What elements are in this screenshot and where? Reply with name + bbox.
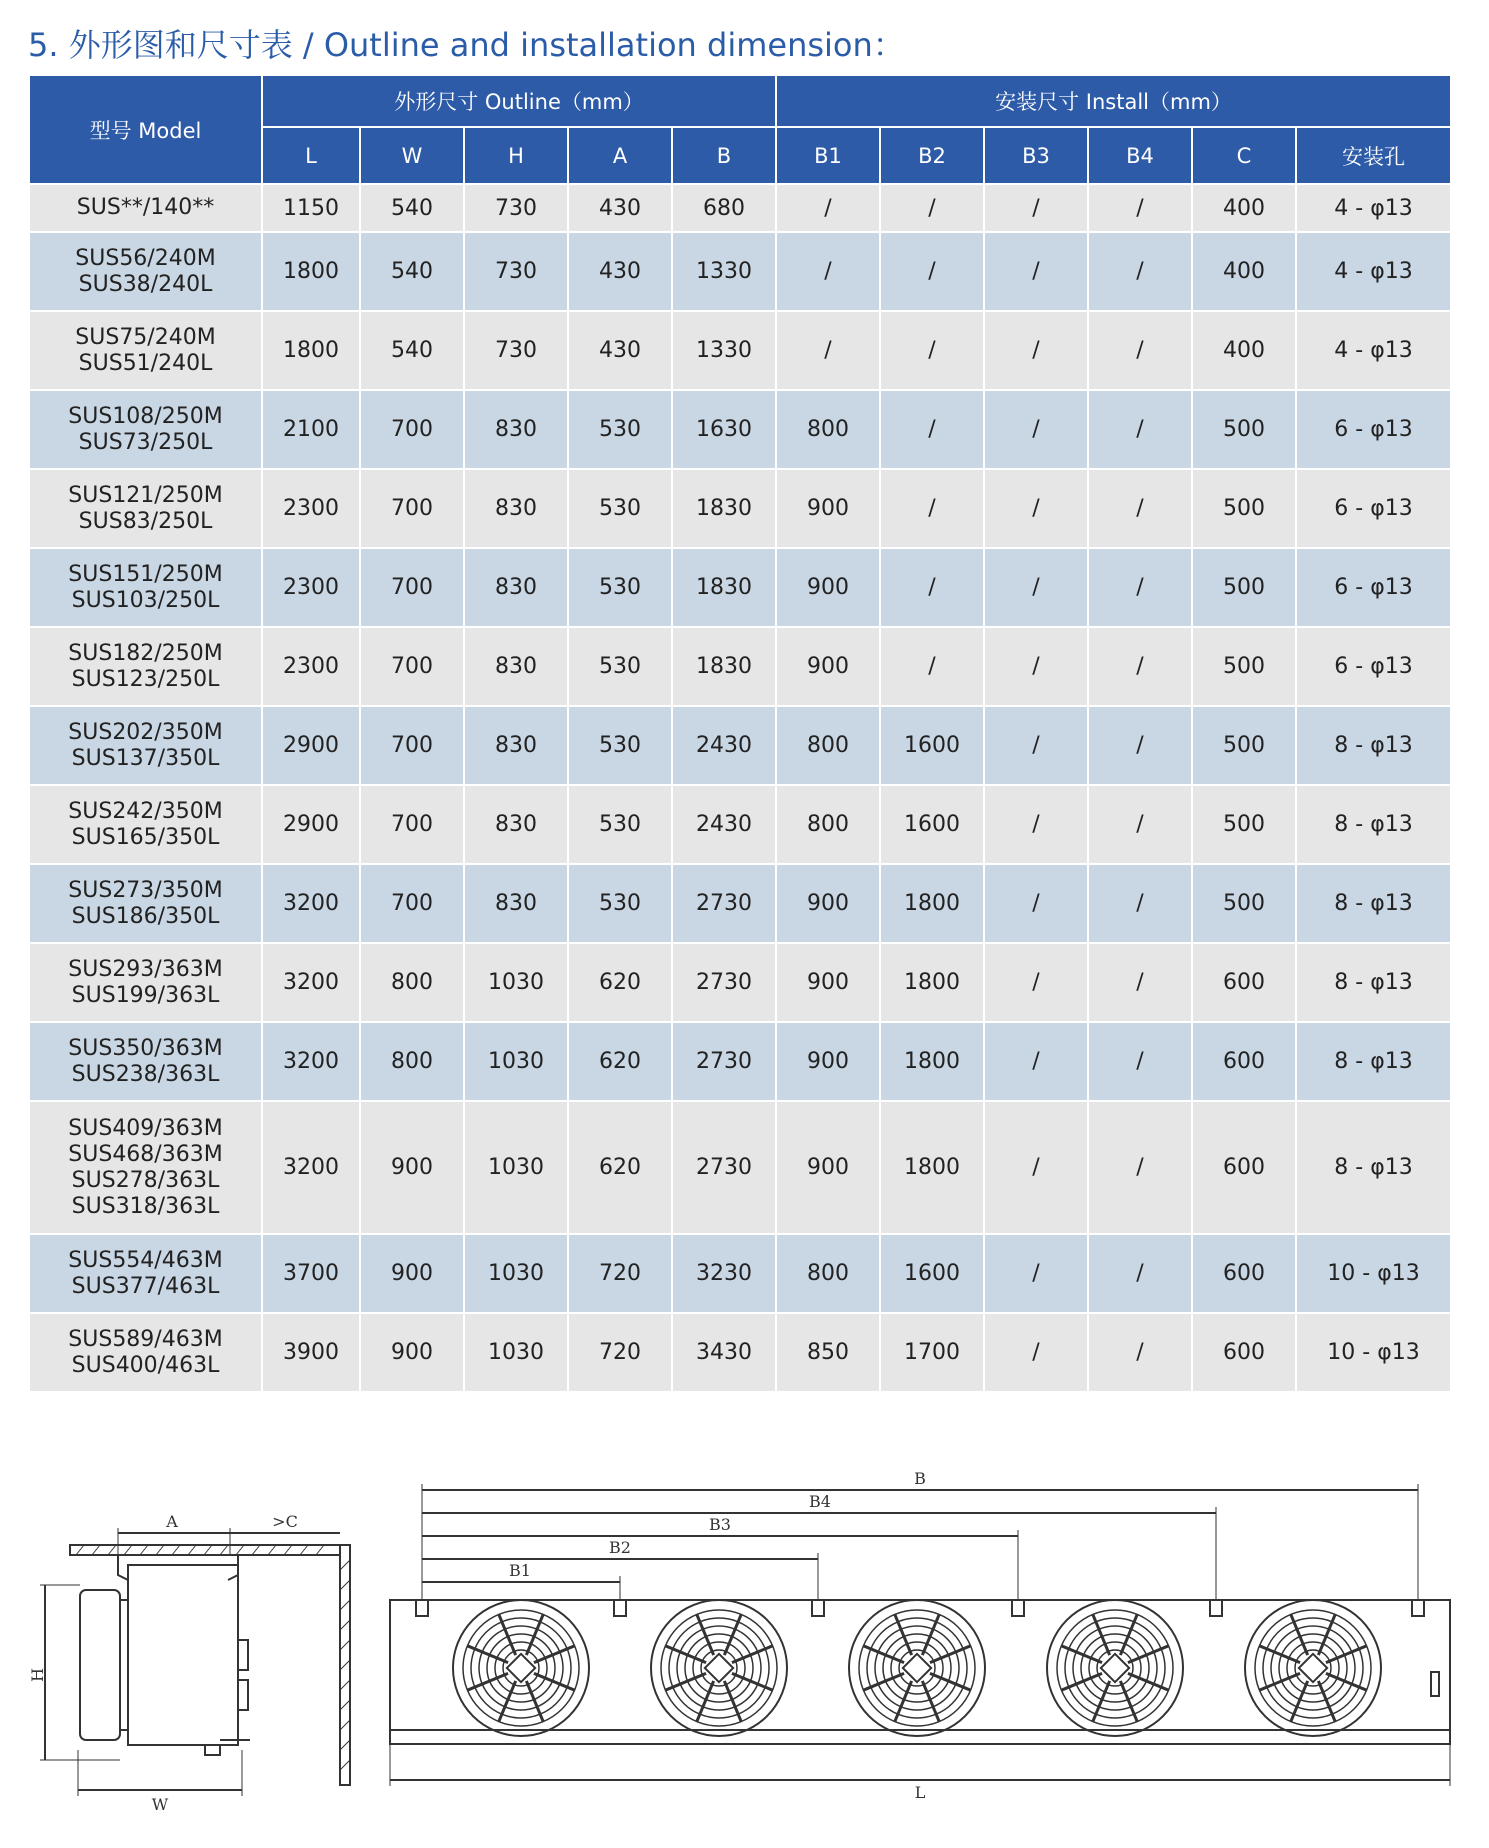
value-cell: 500 (1192, 390, 1296, 469)
table-row (29, 184, 1451, 232)
model-name: SUS554/463M (68, 1247, 223, 1273)
value-cell: 500 (1192, 548, 1296, 627)
model-name: SUS51/240L (78, 350, 213, 376)
value-cell: 6 - φ13 (1296, 469, 1451, 548)
value-cell: 530 (568, 785, 672, 864)
model-header: 型号 Model (29, 75, 262, 184)
model-cell (29, 390, 262, 469)
value-cell: 3900 (262, 1313, 360, 1392)
table-row (29, 943, 1451, 1022)
value-cell: 900 (776, 627, 880, 706)
value-cell: / (984, 1022, 1088, 1101)
value-cell: 720 (568, 1234, 672, 1313)
model-name: SUS186/350L (71, 903, 220, 929)
side-label-c: >C (272, 1512, 298, 1531)
value-cell: 2900 (262, 706, 360, 785)
col-header: H (464, 127, 568, 184)
page-title: 5. 外形图和尺寸表 / Outline and installation dimension： (28, 26, 905, 64)
value-cell: 1700 (880, 1313, 984, 1392)
value-cell: 540 (360, 184, 464, 232)
col-header: B3 (984, 127, 1088, 184)
value-cell: 430 (568, 232, 672, 311)
value-cell: 830 (464, 706, 568, 785)
value-cell: 2300 (262, 469, 360, 548)
value-cell: / (984, 1101, 1088, 1234)
value-cell: 1600 (880, 706, 984, 785)
front-label-b3: B3 (709, 1515, 731, 1534)
value-cell: 3200 (262, 1022, 360, 1101)
value-cell: 3700 (262, 1234, 360, 1313)
value-cell: 530 (568, 469, 672, 548)
model-cell (29, 706, 262, 785)
value-cell: / (1088, 1101, 1192, 1234)
value-cell: 10 - φ13 (1296, 1234, 1451, 1313)
value-cell: 1030 (464, 1101, 568, 1234)
value-cell: / (880, 469, 984, 548)
value-cell: / (1088, 1313, 1192, 1392)
value-cell: 400 (1192, 232, 1296, 311)
value-cell: 900 (776, 548, 880, 627)
model-cell (29, 1022, 262, 1101)
front-view-drawing (390, 1484, 1450, 1786)
value-cell: / (880, 627, 984, 706)
model-name: SUS103/250L (71, 587, 220, 613)
value-cell: 700 (360, 706, 464, 785)
value-cell: / (1088, 232, 1192, 311)
value-cell: 620 (568, 1022, 672, 1101)
value-cell: 1800 (880, 1022, 984, 1101)
model-name: SUS**/140** (76, 195, 215, 220)
value-cell: 8 - φ13 (1296, 1022, 1451, 1101)
value-cell: 830 (464, 390, 568, 469)
col-header: W (360, 127, 464, 184)
model-name: SUS242/350M (68, 798, 223, 824)
value-cell: / (984, 311, 1088, 390)
model-cell (29, 184, 262, 232)
value-cell: 830 (464, 785, 568, 864)
value-cell: / (1088, 785, 1192, 864)
value-cell: 530 (568, 706, 672, 785)
front-label-b4: B4 (809, 1492, 831, 1511)
table-row (29, 1022, 1451, 1101)
model-cell (29, 627, 262, 706)
value-cell: 8 - φ13 (1296, 943, 1451, 1022)
model-name: SUS199/363L (71, 982, 220, 1008)
value-cell: 500 (1192, 864, 1296, 943)
value-cell: 2730 (672, 943, 776, 1022)
value-cell: 600 (1192, 943, 1296, 1022)
dimension-table (28, 74, 1452, 1393)
value-cell: 1030 (464, 1022, 568, 1101)
value-cell: / (984, 548, 1088, 627)
fan-icon (453, 1600, 589, 1736)
col-header: B1 (776, 127, 880, 184)
value-cell: 600 (1192, 1101, 1296, 1234)
col-header: B (672, 127, 776, 184)
table-row (29, 706, 1451, 785)
value-cell: 1030 (464, 1234, 568, 1313)
value-cell: / (984, 184, 1088, 232)
value-cell: 6 - φ13 (1296, 548, 1451, 627)
value-cell: 400 (1192, 311, 1296, 390)
value-cell: 2730 (672, 1022, 776, 1101)
value-cell: / (1088, 311, 1192, 390)
value-cell: / (1088, 706, 1192, 785)
value-cell: 600 (1192, 1313, 1296, 1392)
value-cell: 8 - φ13 (1296, 706, 1451, 785)
model-name: SUS73/250L (78, 429, 213, 455)
model-name: SUS409/363M (68, 1115, 223, 1141)
model-cell (29, 785, 262, 864)
value-cell: / (984, 943, 1088, 1022)
model-name: SUS273/350M (68, 877, 223, 903)
value-cell: 830 (464, 627, 568, 706)
value-cell: / (984, 232, 1088, 311)
value-cell: 730 (464, 311, 568, 390)
value-cell: 530 (568, 864, 672, 943)
value-cell: 800 (360, 943, 464, 1022)
front-label-b: B (914, 1469, 926, 1488)
value-cell: 800 (360, 1022, 464, 1101)
model-name: SUS238/363L (71, 1061, 220, 1087)
value-cell: / (776, 311, 880, 390)
value-cell: 1030 (464, 1313, 568, 1392)
model-cell (29, 548, 262, 627)
value-cell: / (1088, 1234, 1192, 1313)
model-cell (29, 1234, 262, 1313)
value-cell: 540 (360, 232, 464, 311)
value-cell: 900 (776, 1101, 880, 1234)
value-cell: / (880, 390, 984, 469)
col-header: L (262, 127, 360, 184)
value-cell: 1030 (464, 943, 568, 1022)
dimension-drawings (0, 1440, 1489, 1840)
value-cell: 530 (568, 390, 672, 469)
value-cell: / (776, 232, 880, 311)
value-cell: 700 (360, 627, 464, 706)
value-cell: 1600 (880, 1234, 984, 1313)
value-cell: 500 (1192, 627, 1296, 706)
model-name: SUS202/350M (68, 719, 223, 745)
value-cell: / (1088, 627, 1192, 706)
value-cell: / (880, 184, 984, 232)
value-cell: 540 (360, 311, 464, 390)
value-cell: 700 (360, 548, 464, 627)
table-row (29, 1313, 1451, 1392)
value-cell: 4 - φ13 (1296, 184, 1451, 232)
value-cell: 2730 (672, 864, 776, 943)
model-name: SUS293/363M (68, 956, 223, 982)
model-name: SUS56/240M (75, 245, 216, 271)
value-cell: / (1088, 864, 1192, 943)
model-name: SUS400/463L (71, 1352, 220, 1378)
side-label-h: H (28, 1668, 47, 1682)
value-cell: 900 (776, 943, 880, 1022)
value-cell: 800 (776, 1234, 880, 1313)
fan-icon (849, 1600, 985, 1736)
outline-header: 外形尺寸 Outline（mm） (262, 75, 776, 127)
table-row (29, 232, 1451, 311)
value-cell: 700 (360, 785, 464, 864)
model-name: SUS75/240M (75, 324, 216, 350)
value-cell: 430 (568, 184, 672, 232)
value-cell: 500 (1192, 785, 1296, 864)
model-name: SUS83/250L (78, 508, 213, 534)
fan-icon (1245, 1600, 1381, 1736)
value-cell: 1630 (672, 390, 776, 469)
value-cell: 700 (360, 864, 464, 943)
value-cell: 1830 (672, 627, 776, 706)
table-row (29, 469, 1451, 548)
value-cell: 8 - φ13 (1296, 1101, 1451, 1234)
value-cell: 3200 (262, 864, 360, 943)
table-row (29, 785, 1451, 864)
side-label-w: W (151, 1795, 169, 1814)
value-cell: 900 (776, 469, 880, 548)
value-cell: 1330 (672, 311, 776, 390)
value-cell: 1330 (672, 232, 776, 311)
value-cell: 700 (360, 469, 464, 548)
value-cell: / (984, 864, 1088, 943)
value-cell: 900 (360, 1234, 464, 1313)
fan-icon (651, 1600, 787, 1736)
value-cell: 620 (568, 1101, 672, 1234)
value-cell: 6 - φ13 (1296, 390, 1451, 469)
model-cell (29, 311, 262, 390)
value-cell: 1800 (262, 232, 360, 311)
table-row (29, 311, 1451, 390)
value-cell: / (1088, 390, 1192, 469)
value-cell: / (880, 232, 984, 311)
value-cell: / (984, 627, 1088, 706)
value-cell: 1800 (262, 311, 360, 390)
value-cell: 730 (464, 184, 568, 232)
model-name: SUS182/250M (68, 640, 223, 666)
model-cell (29, 1101, 262, 1234)
value-cell: 1830 (672, 469, 776, 548)
value-cell: 2430 (672, 706, 776, 785)
model-name: SUS350/363M (68, 1035, 223, 1061)
value-cell: 2100 (262, 390, 360, 469)
value-cell: 3200 (262, 1101, 360, 1234)
value-cell: 1830 (672, 548, 776, 627)
value-cell: 2900 (262, 785, 360, 864)
value-cell: 600 (1192, 1022, 1296, 1101)
value-cell: 4 - φ13 (1296, 232, 1451, 311)
value-cell: / (984, 1234, 1088, 1313)
value-cell: / (984, 785, 1088, 864)
model-name: SUS278/363L (71, 1167, 220, 1193)
col-header: A (568, 127, 672, 184)
value-cell: 830 (464, 864, 568, 943)
value-cell: / (880, 311, 984, 390)
value-cell: 1800 (880, 1101, 984, 1234)
value-cell: / (1088, 943, 1192, 1022)
value-cell: / (1088, 548, 1192, 627)
value-cell: 3230 (672, 1234, 776, 1313)
value-cell: / (1088, 184, 1192, 232)
value-cell: 600 (1192, 1234, 1296, 1313)
fan-icon (1047, 1600, 1183, 1736)
front-label-l: L (914, 1783, 926, 1802)
col-header: C (1192, 127, 1296, 184)
value-cell: 2300 (262, 627, 360, 706)
col-header: B2 (880, 127, 984, 184)
side-label-a: A (166, 1512, 178, 1531)
value-cell: 830 (464, 469, 568, 548)
table-row (29, 1234, 1451, 1313)
model-name: SUS377/463L (71, 1273, 220, 1299)
model-name: SUS121/250M (68, 482, 223, 508)
model-cell (29, 943, 262, 1022)
value-cell: 530 (568, 627, 672, 706)
value-cell: 4 - φ13 (1296, 311, 1451, 390)
value-cell: 430 (568, 311, 672, 390)
value-cell: 400 (1192, 184, 1296, 232)
front-label-b1: B1 (509, 1561, 531, 1580)
value-cell: / (984, 469, 1088, 548)
model-name: SUS165/350L (71, 824, 220, 850)
value-cell: / (984, 390, 1088, 469)
value-cell: / (984, 1313, 1088, 1392)
table-row (29, 627, 1451, 706)
install-header: 安装尺寸 Install（mm） (776, 75, 1451, 127)
value-cell: 900 (360, 1313, 464, 1392)
value-cell: / (1088, 469, 1192, 548)
value-cell: 900 (776, 1022, 880, 1101)
value-cell: 3200 (262, 943, 360, 1022)
value-cell: 830 (464, 548, 568, 627)
model-name: SUS318/363L (71, 1193, 220, 1219)
value-cell: 3430 (672, 1313, 776, 1392)
value-cell: 530 (568, 548, 672, 627)
value-cell: 850 (776, 1313, 880, 1392)
value-cell: 1800 (880, 864, 984, 943)
value-cell: 900 (360, 1101, 464, 1234)
model-name: SUS468/363M (68, 1141, 223, 1167)
model-cell (29, 864, 262, 943)
side-view-drawing (40, 1528, 350, 1796)
front-label-b2: B2 (609, 1538, 631, 1557)
col-header: 安装孔 (1296, 127, 1451, 184)
value-cell: / (1088, 1022, 1192, 1101)
value-cell: 2430 (672, 785, 776, 864)
table-row (29, 1101, 1451, 1234)
value-cell: 800 (776, 785, 880, 864)
model-name: SUS38/240L (78, 271, 213, 297)
value-cell: 500 (1192, 469, 1296, 548)
value-cell: 700 (360, 390, 464, 469)
value-cell: 1800 (880, 943, 984, 1022)
value-cell: 2730 (672, 1101, 776, 1234)
value-cell: 1150 (262, 184, 360, 232)
value-cell: 8 - φ13 (1296, 864, 1451, 943)
value-cell: 500 (1192, 706, 1296, 785)
table-row (29, 548, 1451, 627)
value-cell: / (880, 548, 984, 627)
value-cell: / (776, 184, 880, 232)
value-cell: 620 (568, 943, 672, 1022)
value-cell: 2300 (262, 548, 360, 627)
value-cell: 730 (464, 232, 568, 311)
col-header: B4 (1088, 127, 1192, 184)
model-name: SUS123/250L (71, 666, 220, 692)
value-cell: / (984, 706, 1088, 785)
model-cell (29, 469, 262, 548)
fan-group (453, 1600, 1381, 1736)
model-name: SUS137/350L (71, 745, 220, 771)
model-name: SUS108/250M (68, 403, 223, 429)
model-cell (29, 1313, 262, 1392)
value-cell: 6 - φ13 (1296, 627, 1451, 706)
value-cell: 680 (672, 184, 776, 232)
model-name: SUS151/250M (68, 561, 223, 587)
value-cell: 900 (776, 864, 880, 943)
value-cell: 8 - φ13 (1296, 785, 1451, 864)
model-cell (29, 232, 262, 311)
table-row (29, 390, 1451, 469)
model-name: SUS589/463M (68, 1326, 223, 1352)
value-cell: 800 (776, 390, 880, 469)
value-cell: 1600 (880, 785, 984, 864)
value-cell: 10 - φ13 (1296, 1313, 1451, 1392)
table-row (29, 864, 1451, 943)
value-cell: 800 (776, 706, 880, 785)
value-cell: 720 (568, 1313, 672, 1392)
